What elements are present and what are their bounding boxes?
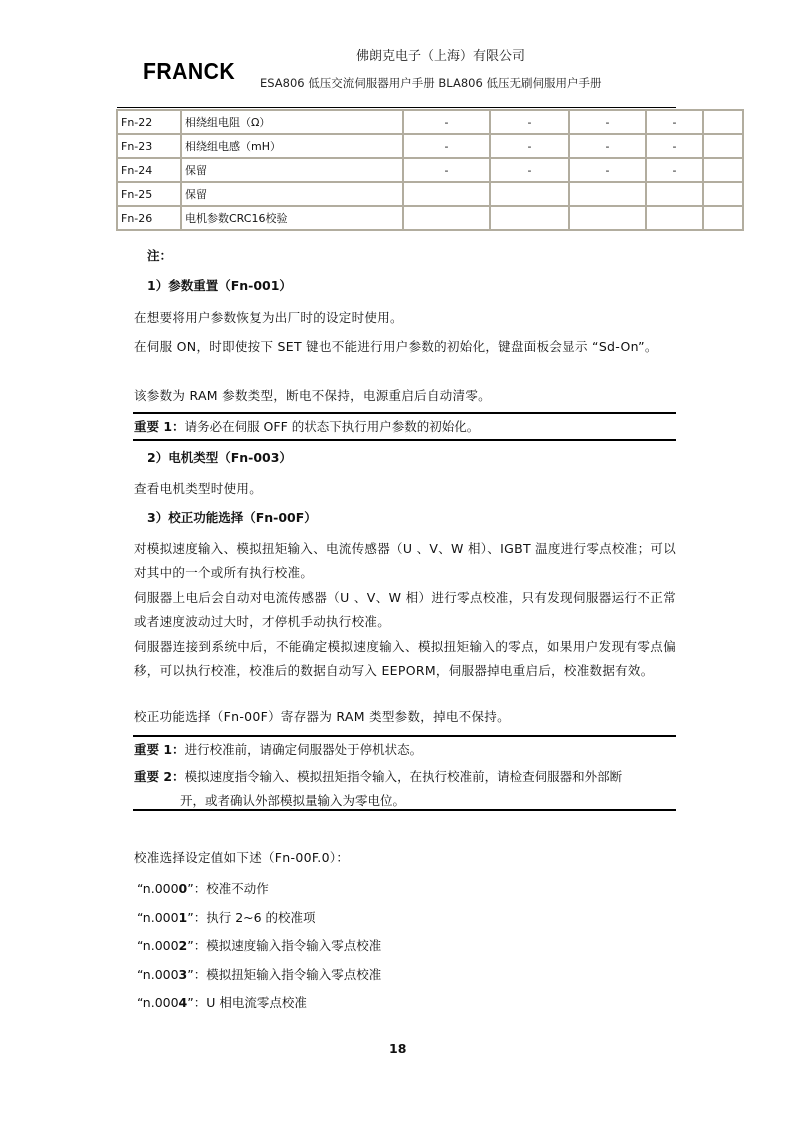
table-cell: - (490, 134, 569, 158)
paragraph: 对模拟速度输入、模拟扭矩输入、电流传感器（U 、V、W 相）、IGBT 温度进行零点校准；可以对其中的一个或所有执行校准。 (134, 541, 676, 580)
option-prefix: “n.000 (137, 966, 179, 982)
table-cell: - (569, 134, 646, 158)
list-item (137, 965, 381, 994)
important-bottom-rule (133, 439, 676, 441)
table-cell: - (569, 110, 646, 134)
table-row (117, 110, 743, 134)
table-cell: - (646, 110, 703, 134)
table-row (117, 182, 743, 206)
table-cell: - (490, 110, 569, 134)
important-top-rule (133, 412, 676, 414)
option-prefix: “n.000 (137, 938, 179, 953)
param-code: Fn-24 (117, 158, 181, 182)
important-text: 进行校准前，请确定伺服器处于停机状态。 (184, 742, 423, 757)
table-cell (403, 182, 490, 206)
paragraph: 在想要将用户参数恢复为出厂时的设定时使用。 (134, 310, 403, 325)
table-cell: - (646, 158, 703, 182)
table-cell: - (569, 158, 646, 182)
table-cell (646, 206, 703, 230)
header-divider (117, 107, 676, 108)
parameter-table (116, 109, 744, 231)
table-cell (490, 206, 569, 230)
table-row (117, 158, 743, 182)
list-item (137, 879, 381, 908)
option-description: ”：U 相电流零点校准 (187, 995, 307, 1010)
param-name: 相绕组电感（mH） (181, 134, 403, 158)
option-digit: 2 (178, 938, 188, 953)
table-cell: - (490, 158, 569, 182)
table-cell (703, 134, 743, 158)
option-digit: 0 (178, 881, 188, 896)
option-description: ”：模拟扭矩输入指令输入零点校准 (187, 966, 382, 982)
option-description: ”：模拟速度输入指令输入零点校准 (187, 938, 382, 953)
important-top-rule (133, 735, 676, 737)
table-cell (703, 206, 743, 230)
important-note (134, 738, 676, 762)
option-digit: 3 (178, 966, 188, 982)
paragraph: 查看电机类型时使用。 (134, 481, 263, 496)
option-digit: 4 (178, 995, 188, 1010)
important-label: 重要 2： (134, 769, 185, 784)
list-item (137, 993, 381, 1022)
table-cell (646, 182, 703, 206)
table-row (117, 134, 743, 158)
section-heading-calibration: 3）校正功能选择（Fn-00F） (147, 510, 317, 525)
table-cell: - (403, 110, 490, 134)
important-label: 重要 1： (134, 742, 185, 757)
param-name: 电机参数CRC16校验 (181, 206, 403, 230)
param-code: Fn-22 (117, 110, 181, 134)
important-bottom-rule (133, 809, 676, 811)
paragraph: 校正功能选择（Fn-00F）寄存器为 RAM 类型参数，掉电不保持。 (134, 709, 510, 724)
option-digit: 1 (178, 909, 188, 925)
option-prefix: “n.000 (137, 909, 179, 925)
section-heading-motor-type: 2）电机类型（Fn-003） (147, 450, 292, 465)
calibration-options-list (137, 879, 381, 1022)
table-cell: - (403, 134, 490, 158)
list-intro: 校准选择设定值如下述（Fn-00F.0）： (134, 850, 350, 865)
table-cell (403, 206, 490, 230)
table-cell: - (403, 158, 490, 182)
param-name: 保留 (181, 158, 403, 182)
important-label: 重要 1： (134, 419, 185, 434)
option-description: ”：执行 2~6 的校准项 (187, 909, 316, 925)
option-description: ”：校准不动作 (187, 881, 269, 896)
manual-title: ESA806 低压交流伺服器用户手册 BLA806 低压无刷伺服用户手册 (260, 76, 602, 90)
company-logo: FRANCK (143, 58, 236, 84)
important-note (134, 765, 676, 813)
important-text: 模拟速度指令输入、模拟扭矩指令输入，在执行校准前，请检查伺服器和外部断 (184, 769, 623, 784)
param-name: 保留 (181, 182, 403, 206)
section-heading-param-reset: 1）参数重置（Fn-001） (147, 278, 292, 293)
param-name: 相绕组电阻（Ω） (181, 110, 403, 134)
param-code: Fn-23 (117, 134, 181, 158)
paragraph: 伺服器上电后会自动对电流传感器（U 、V、W 相）进行零点校准，只有发现伺服器运行不正常或者速度波动过大时，才停机手动执行校准。 (134, 590, 676, 629)
table-row (117, 206, 743, 230)
table-cell (569, 206, 646, 230)
list-item (137, 908, 381, 937)
table-cell (703, 110, 743, 134)
table-cell (490, 182, 569, 206)
table-cell (703, 158, 743, 182)
table-cell (569, 182, 646, 206)
page-number: 18 (389, 1041, 407, 1056)
param-code: Fn-25 (117, 182, 181, 206)
paragraph: 该参数为 RAM 参数类型，断电不保持，电源重启后自动清零。 (134, 388, 491, 403)
table-cell: - (646, 134, 703, 158)
option-prefix: “n.000 (137, 881, 179, 896)
important-note (134, 415, 676, 439)
paragraph: 在伺服 ON，时即使按下 SET 键也不能进行用户参数的初始化，键盘面板会显示 “Sd-On”。 (134, 339, 658, 354)
notes-label: 注： (147, 248, 173, 263)
important-text: 请务必在伺服 OFF 的状态下执行用户参数的初始化。 (184, 419, 480, 434)
paragraph: 伺服器连接到系统中后，不能确定模拟速度输入、模拟扭矩输入的零点，如果用户发现有零点偏移，可以执行校准，校准后的数据自动写入 EEPORM，伺服器掉电重启后，校准数据有效。 (134, 639, 676, 678)
option-prefix: “n.000 (137, 995, 179, 1010)
company-name: 佛朗克电子（上海）有限公司 (356, 49, 526, 64)
list-item (137, 936, 381, 965)
param-code: Fn-26 (117, 206, 181, 230)
table-cell (703, 182, 743, 206)
important-text-continued: 开，或者确认外部模拟量输入为零电位。 (180, 793, 406, 808)
